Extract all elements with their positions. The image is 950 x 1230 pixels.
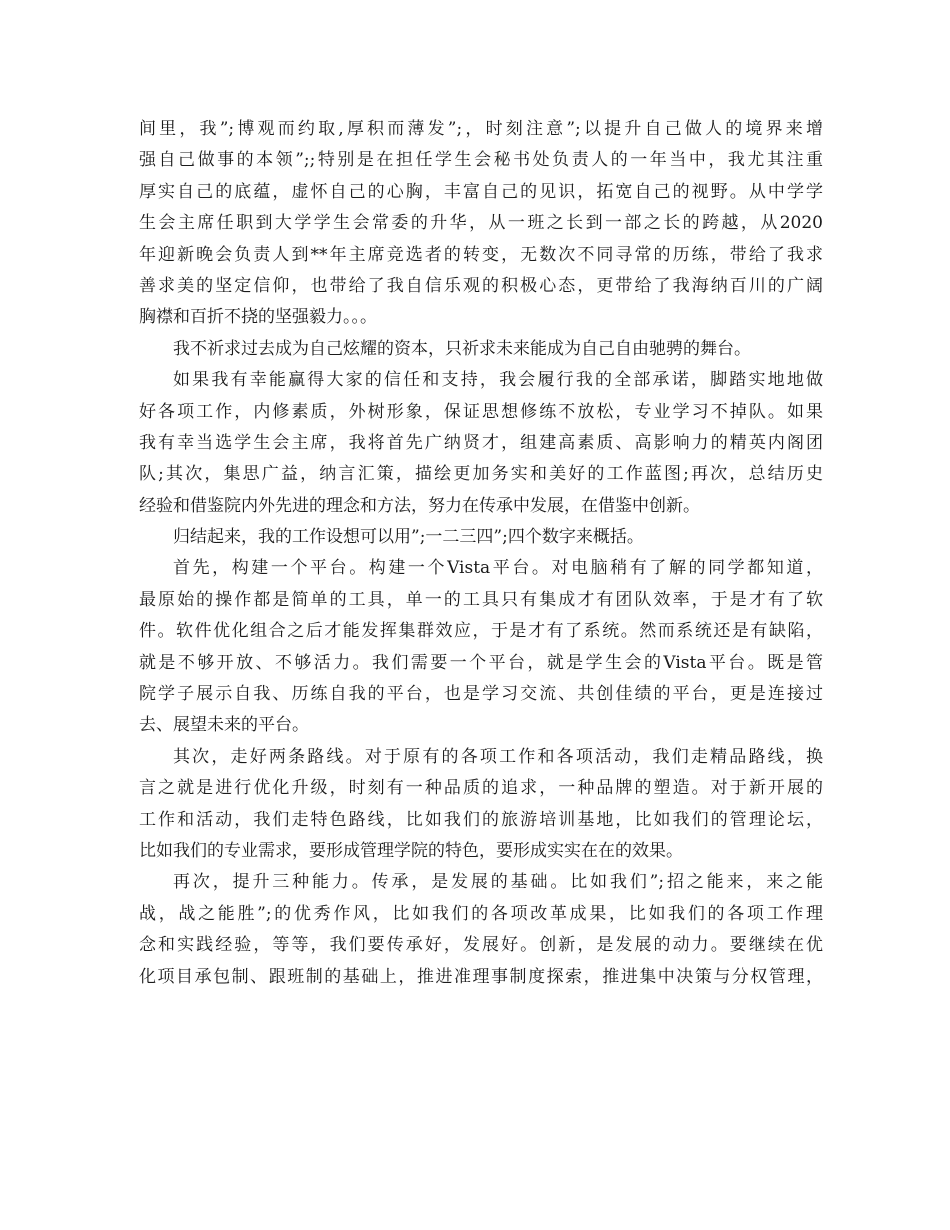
text-line: 念和实践经验，等等，我们要传承好，发展好。创新，是发展的动力。要继续在优: [139, 935, 823, 956]
text-line: 归结起来，我的工作设想可以用”;一二三四”;四个数字来概括。: [173, 527, 644, 548]
text-line: 去、展望未来的平台。: [139, 715, 309, 736]
text-line: 队;其次，集思广益，纳言汇策，描绘更加务实和美好的工作蓝图;再次，总结历史: [139, 464, 823, 485]
text-line: 件。软件优化组合之后才能发挥集群效应，于是才有了系统。然而系统还是有缺陷，: [139, 621, 823, 642]
text-line: 如果我有幸能赢得大家的信任和支持，我会履行我的全部承诺，脚踏实地地做: [173, 370, 823, 391]
text-line: 年迎新晚会负责人到**年主席竞选者的转变，无数次不同寻常的历练，带给了我求: [139, 244, 823, 265]
text-line: 最原始的操作都是简单的工具，单一的工具只有集成才有团队效率，于是才有了软: [139, 589, 823, 610]
text-line: 胸襟和百折不挠的坚强毅力。。。: [139, 307, 377, 328]
document-body: [139, 114, 823, 993]
text-line: 战，战之能胜”;的优秀作风，比如我们的各项改革成果，比如我们的各项工作理: [139, 903, 823, 924]
text-line: 工作和活动，我们走特色路线，比如我们的旅游培训基地，比如我们的管理论坛，: [139, 809, 823, 830]
text-line: 我不祈求过去成为自己炫耀的资本，只祈求未来能成为自己自由驰骋的舞台。: [173, 338, 751, 359]
text-line: 强自己做事的本领”;;特别是在担任学生会秘书处负责人的一年当中，我尤其注重: [139, 150, 823, 171]
text-line: 言之就是进行优化升级，时刻有一种品质的追求，一种品牌的塑造。对于新开展的: [139, 778, 823, 799]
text-line: 比如我们的专业需求，要形成管理学院的特色，要形成实实在在的效果。: [139, 840, 683, 861]
text-line: 经验和借鉴院内外先进的理念和方法，努力在传承中发展，在借鉴中创新。: [139, 495, 700, 516]
text-line: 其次，走好两条路线。对于原有的各项工作和各项活动，我们走精品路线，换: [173, 746, 823, 767]
text-line: 好各项工作，内修素质，外树形象，保证思想修练不放松，专业学习不掉队。如果: [139, 401, 823, 422]
text-line: 间里，我”;博观而约取,厚积而薄发”;，时刻注意”;以提升自己做人的境界来增: [139, 119, 823, 139]
text-line: 厚实自己的底蕴，虚怀自己的心胸，丰富自己的见识，拓宽自己的视野。从中学学: [139, 181, 823, 202]
text-line: 化项目承包制、跟班制的基础上，推进准理事制度探索，推进集中决策与分权管理，: [139, 966, 823, 987]
text-line: 我有幸当选学生会主席，我将首先广纳贤才，组建高素质、高影响力的精英内阁团: [139, 432, 823, 453]
text-line: 院学子展示自我、历练自我的平台，也是学习交流、共创佳绩的平台，更是连接过: [139, 684, 823, 705]
text-line: 就是不够开放、不够活力。我们需要一个平台，就是学生会的Vista平台。既是管: [139, 652, 823, 673]
text-line: 善求美的坚定信仰，也带给了我自信乐观的积极心态，更带给了我海纳百川的广阔: [139, 275, 823, 296]
text-line: 再次，提升三种能力。传承，是发展的基础。比如我们”;招之能来，来之能: [173, 872, 823, 893]
text-line: 首先，构建一个平台。构建一个Vista平台。对电脑稍有了解的同学都知道，: [173, 558, 823, 579]
text-line: 生会主席任职到大学学生会常委的升华，从一班之长到一部之长的跨越，从2020: [139, 213, 823, 234]
